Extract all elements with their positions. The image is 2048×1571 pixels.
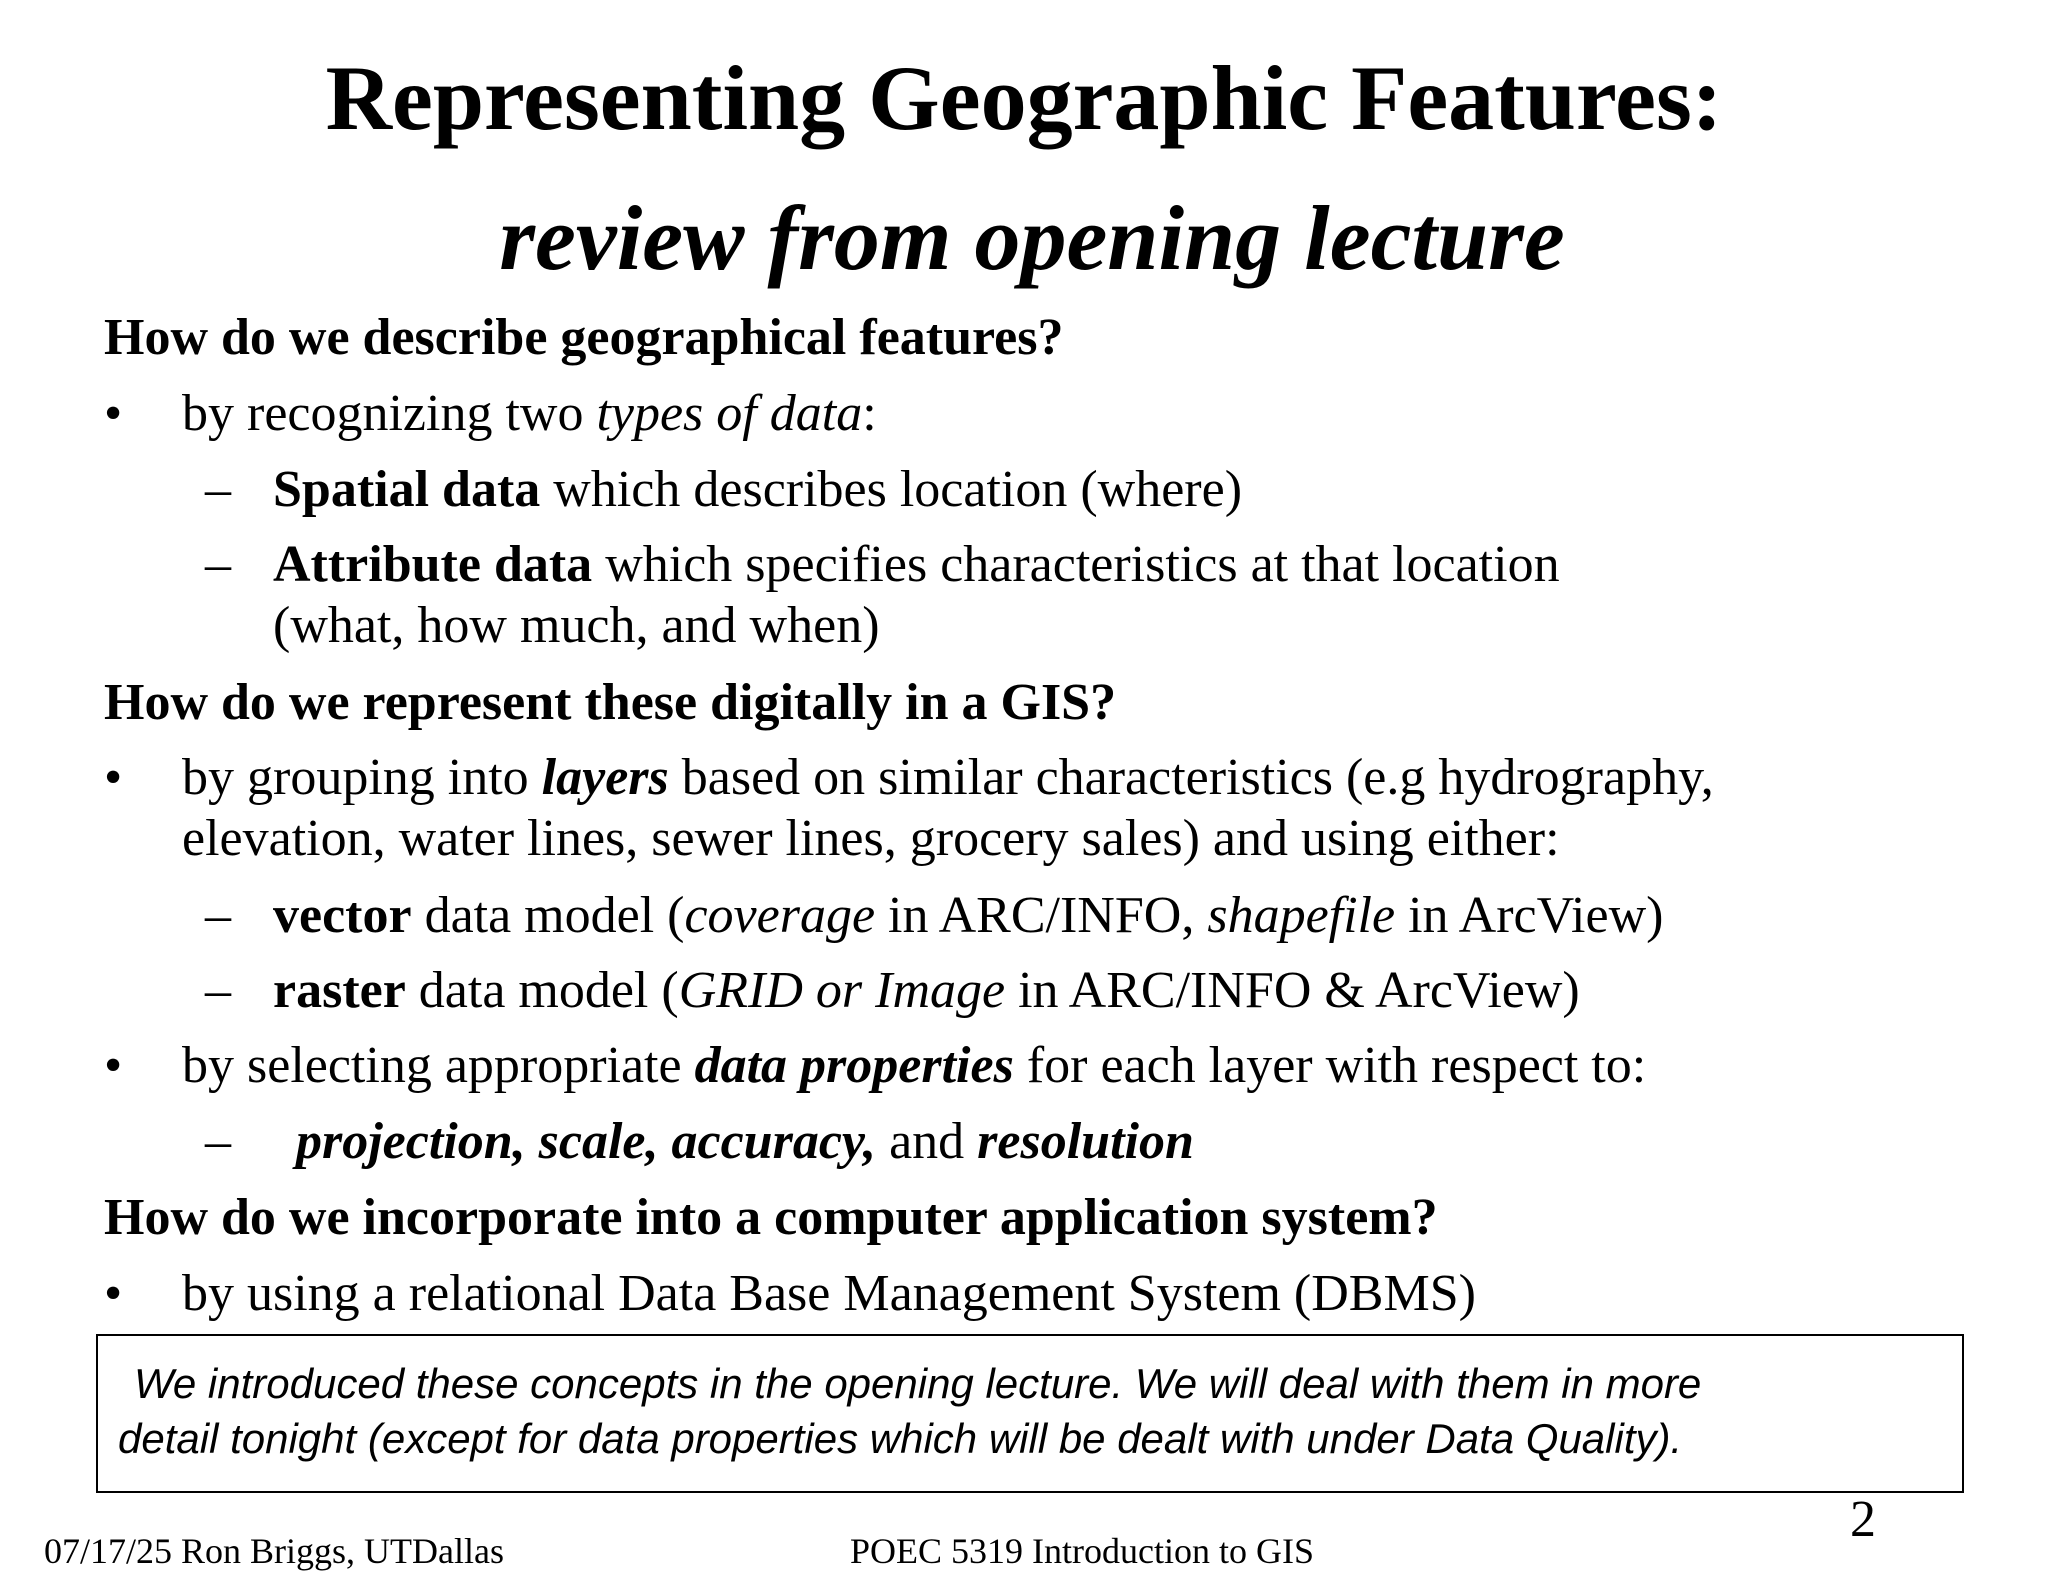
dash-text: in ArcView) [1395, 887, 1664, 944]
dash-vector-model [273, 887, 1664, 944]
dash-bold-text: Attribute data [273, 536, 593, 593]
dash-bold-italic-text: projection, scale, accuracy, [296, 1113, 877, 1170]
dash-raster-model [273, 962, 1580, 1019]
dash-icon: – [205, 536, 231, 593]
slide-title: Representing Geographic Features: [325, 47, 1723, 149]
dash-italic-text: GRID or Image [678, 962, 1006, 1019]
note-box [96, 1334, 1964, 1493]
dash-bold-text: Spatial data [273, 461, 541, 518]
section-heading-incorporate: How do we incorporate into a computer application system? [104, 1189, 1438, 1246]
dash-icon: – [205, 962, 231, 1019]
dash-icon: – [205, 1113, 231, 1170]
bullet-icon: • [104, 1265, 123, 1322]
bullet-text: : [862, 385, 877, 442]
dash-bold-italic-text: resolution [977, 1113, 1194, 1170]
bullet-text: by recognizing two [182, 385, 597, 442]
dash-icon: – [205, 461, 231, 518]
footer-center: POEC 5319 Introduction to GIS [850, 1531, 1314, 1571]
dash-bold-text: vector [273, 887, 412, 944]
bullet-text: for each layer with respect to: [1013, 1037, 1647, 1094]
bullet-text: by grouping into [182, 749, 542, 806]
footer-left: 07/17/25 Ron Briggs, UTDallas [44, 1531, 504, 1571]
dash-text: data model ( [405, 962, 679, 1019]
dash-text: data model ( [411, 887, 685, 944]
note-line-2: detail tonight (except for data properties which will be dealt with under Data Quality). [118, 1415, 1683, 1462]
dash-text: in ARC/INFO, [875, 887, 1208, 944]
bullet-bold-italic-text: layers [541, 749, 669, 806]
bullet-text: based on similar characteristics (e.g hydrography, [668, 749, 1714, 806]
bullet-italic-text: types of data [596, 385, 863, 442]
dash-italic-text: shapefile [1207, 887, 1396, 944]
dash-spatial-data [273, 461, 1243, 518]
bullet-layers-continuation: elevation, water lines, sewer lines, grocery sales) and using either: [182, 810, 1560, 867]
bullet-icon: • [104, 1037, 123, 1094]
bullet-icon: • [104, 385, 123, 442]
note-line-1: We introduced these concepts in the opening lecture. We will deal with them in more [134, 1360, 1702, 1407]
bullet-bold-italic-text: data properties [694, 1037, 1014, 1094]
dash-text: which describes location (where) [540, 461, 1243, 518]
dash-text: and [876, 1113, 978, 1170]
dash-attribute-continuation: (what, how much, and when) [273, 597, 880, 654]
bullet-dbms: by using a relational Data Base Management System (DBMS) [182, 1265, 1476, 1322]
page-number: 2 [1850, 1491, 1876, 1548]
bullet-icon: • [104, 749, 123, 806]
section-heading-describe: How do we describe geographical features? [104, 309, 1064, 366]
bullet-layers [182, 749, 1714, 806]
dash-text: in ARC/INFO & ArcView) [1005, 962, 1580, 1019]
dash-icon: – [205, 887, 231, 944]
slide-subtitle: review from opening lecture [499, 187, 1565, 289]
dash-attribute-data [273, 536, 1560, 593]
bullet-types-of-data [182, 385, 877, 442]
dash-properties-list [296, 1113, 1194, 1170]
dash-text: which specifies characteristics at that location [592, 536, 1560, 593]
bullet-data-properties [182, 1037, 1647, 1094]
section-heading-represent: How do we represent these digitally in a GIS? [104, 674, 1117, 731]
dash-bold-text: raster [273, 962, 406, 1019]
bullet-text: by selecting appropriate [182, 1037, 695, 1094]
dash-italic-text: coverage [684, 887, 876, 944]
